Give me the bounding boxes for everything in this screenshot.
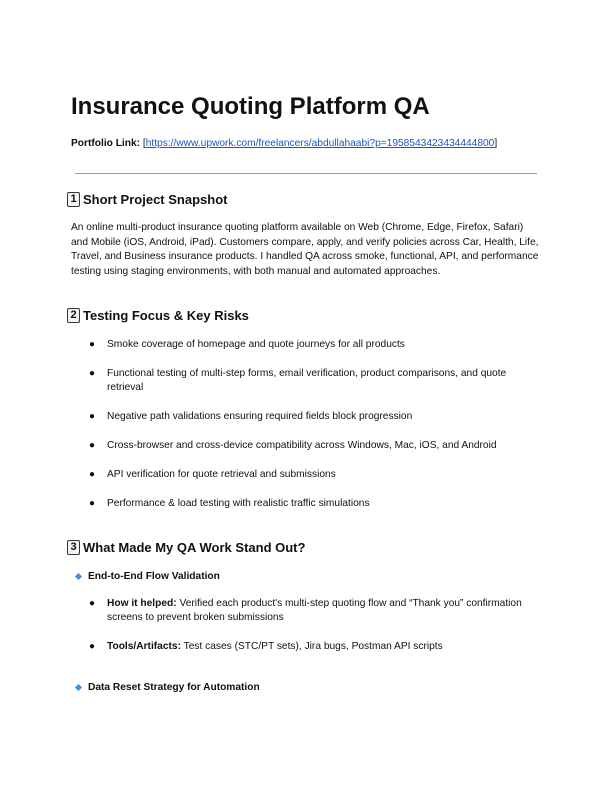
list-item: ● Smoke coverage of homepage and quote journeys for all products — [89, 339, 405, 350]
snapshot-paragraph: An online multi-product insurance quoting platform available on Web (Chrome, Edge, Firefox, Safari) and Mobile (iOS, Android, iPad). Customers compare, apply, and verify policies across Car, Health, Life, Travel, and Business insurance products. I handled QA across smoke, functional, API, and performance testing using staging environments, with both manual and automated approaches. — [71, 222, 539, 277]
diamond-bullet-icon — [75, 573, 82, 580]
standout-title: End-to-End Flow Validation — [88, 571, 220, 582]
standout-item-data-reset — [76, 682, 260, 693]
list-item: ● Tools/Artifacts: Test cases (STC/PT sets), Jira bugs, Postman API scripts — [89, 641, 443, 652]
list-item: ● Negative path validations ensuring required fields block progression — [89, 411, 413, 422]
diamond-bullet-icon — [75, 684, 82, 691]
section-title: What Made My QA Work Stand Out? — [83, 540, 306, 555]
keycap-number-icon: 2 — [67, 308, 80, 323]
section-title: Short Project Snapshot — [83, 192, 228, 207]
open-bracket: [ — [142, 138, 146, 149]
bullet-icon: ● — [89, 368, 96, 379]
bullet-icon: ● — [89, 498, 96, 509]
list-item: ● How it helped: Verified each product's multi-step quoting flow and “Thank you” confirmation screens to prevent broken submissions — [89, 598, 522, 623]
page-title: Insurance Quoting Platform QA — [71, 93, 430, 120]
portfolio-line — [71, 138, 497, 149]
bullet-icon: ● — [89, 598, 96, 609]
portfolio-label: Portfolio Link: — [71, 138, 141, 149]
portfolio-link[interactable]: https://www.upwork.com/freelancers/abdullahaabi?p=1958543423434444800 — [145, 138, 495, 149]
list-item: ● Performance & load testing with realistic traffic simulations — [89, 498, 370, 509]
standout-title: Data Reset Strategy for Automation — [88, 682, 260, 693]
section-heading-snapshot — [67, 192, 227, 207]
keycap-number-icon: 1 — [67, 192, 80, 207]
bullet-icon: ● — [89, 339, 96, 350]
bullet-icon: ● — [89, 440, 96, 451]
section-heading-focus — [67, 308, 249, 323]
bullet-icon: ● — [89, 411, 96, 422]
section-title: Testing Focus & Key Risks — [83, 308, 249, 323]
horizontal-divider — [75, 173, 537, 174]
bullet-icon: ● — [89, 469, 96, 480]
keycap-number-icon: 3 — [67, 540, 80, 555]
list-item: ● Cross-browser and cross-device compatibility across Windows, Mac, iOS, and Android — [89, 440, 497, 451]
detail-label: Tools/Artifacts: — [107, 641, 181, 652]
close-bracket: ] — [494, 138, 498, 149]
standout-item-flow-validation — [76, 571, 220, 582]
detail-label: How it helped: — [107, 598, 177, 609]
list-item: ● API verification for quote retrieval and submissions — [89, 469, 336, 480]
section-heading-standout — [67, 540, 305, 555]
bullet-icon: ● — [89, 641, 96, 652]
list-item: ● Functional testing of multi-step forms, email verification, product comparisons, and quote retrieval — [89, 368, 507, 393]
